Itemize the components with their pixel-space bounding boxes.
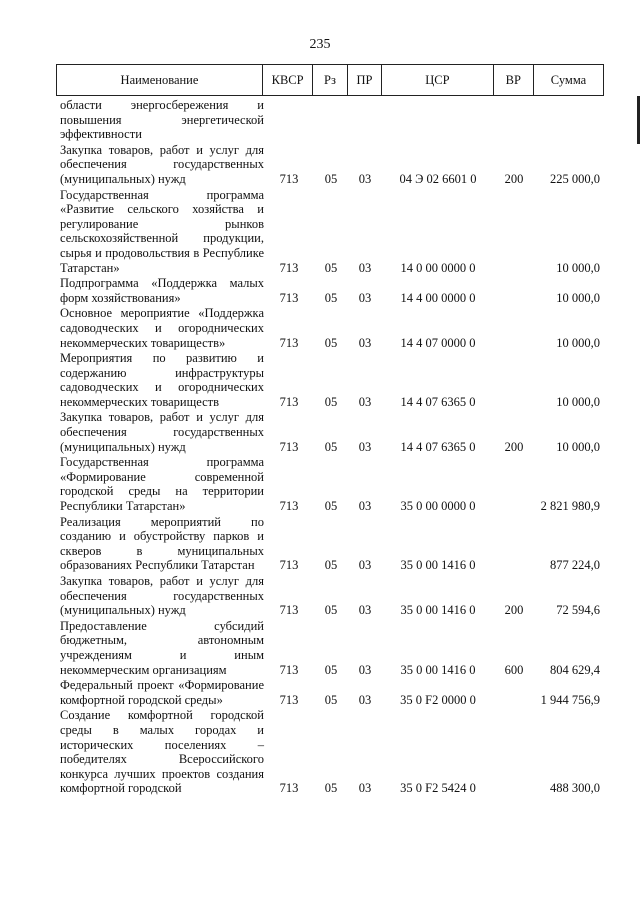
cell-vr	[494, 306, 534, 350]
cell-vr	[494, 708, 534, 796]
cell-csr: 35 0 00 1416 0	[400, 603, 476, 618]
table-row	[56, 619, 604, 677]
cell-sum: 1 944 756,9	[540, 692, 600, 707]
cell-rz: 05	[324, 335, 338, 350]
table-row	[56, 276, 604, 305]
table-row	[56, 678, 604, 707]
cell-kvsr: 713	[279, 335, 299, 350]
header-name: Наименование	[57, 65, 263, 95]
cell-pr: 03	[358, 439, 372, 454]
cell-rz: 05	[324, 290, 338, 305]
cell-pr: 03	[358, 260, 372, 275]
cell-csr: 35 0 00 1416 0	[400, 558, 476, 573]
cell-name: Закупка товаров, работ и услуг для обеспечения государственных (муниципальных) нужд	[60, 142, 264, 186]
cell-pr: 03	[358, 603, 372, 618]
cell-sum: 72 594,6	[556, 603, 600, 618]
cell-vr	[494, 678, 534, 707]
cell-vr	[494, 188, 534, 276]
cell-rz	[314, 98, 348, 142]
cell-name: Мероприятия по развитию и содержанию инфраструктуры садоводческих и огороднических некоммерческих товариществ	[60, 351, 264, 409]
cell-sum: 488 300,0	[550, 781, 600, 796]
cell-csr: 35 0 00 1416 0	[400, 662, 476, 677]
header-kvsr: КВСР	[263, 65, 313, 95]
header-pr: ПР	[348, 65, 383, 95]
page-number: 235	[309, 37, 331, 52]
cell-kvsr: 713	[279, 558, 299, 573]
cell-pr: 03	[358, 335, 372, 350]
cell-kvsr: 713	[279, 781, 299, 796]
cell-vr	[494, 98, 534, 142]
header-vr: ВР	[494, 65, 534, 95]
cell-csr: 14 4 07 6365 0	[400, 394, 476, 409]
cell-kvsr: 713	[279, 171, 299, 186]
cell-kvsr: 713	[279, 499, 299, 514]
table-row	[56, 410, 604, 454]
table-row	[56, 574, 604, 618]
cell-sum: 225 000,0	[550, 171, 600, 186]
table-row	[56, 188, 604, 276]
table-row	[56, 98, 604, 142]
cell-vr: 200	[504, 439, 524, 454]
cell-vr: 200	[504, 171, 524, 186]
table-row	[56, 708, 604, 796]
cell-vr	[494, 276, 534, 305]
cell-sum	[534, 98, 604, 142]
cell-csr: 14 4 07 0000 0	[400, 335, 476, 350]
cell-vr	[494, 515, 534, 573]
cell-csr: 35 0 00 0000 0	[400, 499, 476, 514]
cell-name: Предоставление субсидий бюджетным, автономным учреждениям и иным некоммерческим организациям	[60, 618, 264, 677]
cell-vr	[494, 351, 534, 409]
cell-sum: 877 224,0	[550, 558, 600, 573]
cell-rz: 05	[324, 692, 338, 707]
cell-rz: 05	[324, 781, 338, 796]
cell-rz: 05	[324, 260, 338, 275]
cell-sum: 10 000,0	[556, 260, 600, 275]
cell-csr: 14 0 00 0000 0	[400, 260, 476, 275]
table-row	[56, 515, 604, 573]
cell-csr: 14 4 07 6365 0	[400, 439, 476, 454]
cell-pr: 03	[358, 781, 372, 796]
cell-vr: 600	[504, 662, 524, 677]
cell-name: Государственная программа «Развитие сельского хозяйства и регулирование рынков сельскохозяйственной продукции, сырья и продовольствия в Республике Татарстан»	[60, 187, 264, 275]
cell-pr: 03	[358, 171, 372, 186]
cell-vr: 200	[504, 603, 524, 618]
cell-sum: 10 000,0	[556, 335, 600, 350]
cell-name: Создание комфортной городской среды в малых городах и исторических поселениях – победителях Всероссийского конкурса лучших проектов создания комфортной городской	[60, 708, 264, 796]
cell-sum: 10 000,0	[556, 439, 600, 454]
cell-sum: 10 000,0	[556, 290, 600, 305]
cell-sum: 804 629,4	[550, 662, 600, 677]
cell-name: Основное мероприятие «Поддержка садоводческих и огороднических некоммерческих товариществ»	[60, 306, 264, 350]
cell-kvsr: 713	[279, 692, 299, 707]
cell-sum: 10 000,0	[556, 394, 600, 409]
cell-pr: 03	[358, 394, 372, 409]
cell-rz: 05	[324, 394, 338, 409]
cell-kvsr: 713	[279, 439, 299, 454]
cell-csr: 04 Э 02 6601 0	[399, 171, 477, 186]
cell-name: Закупка товаров, работ и услуг для обеспечения государственных (муниципальных) нужд	[60, 410, 264, 454]
table-row	[56, 455, 604, 513]
cell-name: Федеральный проект «Формирование комфортной городской среды»	[60, 678, 264, 707]
table-row	[56, 143, 604, 187]
cell-pr: 03	[358, 499, 372, 514]
header-sum: Сумма	[550, 72, 587, 87]
cell-kvsr	[264, 98, 314, 142]
cell-csr	[382, 98, 494, 142]
cell-kvsr: 713	[279, 662, 299, 677]
cell-rz: 05	[324, 171, 338, 186]
header-rz: Рз	[313, 65, 348, 95]
cell-name: области энергосбережения и повышения энергетической эффективности	[60, 98, 264, 142]
table-row	[56, 351, 604, 409]
cell-csr: 35 0 F2 5424 0	[400, 781, 476, 796]
cell-kvsr: 713	[279, 394, 299, 409]
cell-vr	[494, 455, 534, 513]
cell-sum: 2 821 980,9	[540, 499, 600, 514]
cell-rz: 05	[324, 603, 338, 618]
cell-rz: 05	[324, 558, 338, 573]
header-csr: ЦСР	[382, 65, 493, 95]
cell-csr: 35 0 F2 0000 0	[400, 692, 476, 707]
cell-rz: 05	[324, 439, 338, 454]
cell-pr: 03	[358, 662, 372, 677]
table-row	[56, 306, 604, 350]
cell-csr: 14 4 00 0000 0	[400, 290, 476, 305]
cell-pr: 03	[358, 290, 372, 305]
cell-rz: 05	[324, 499, 338, 514]
cell-name: Реализация мероприятий по созданию и обустройству парков и скверов в муниципальных образованиях Республики Татарстан	[60, 514, 264, 573]
cell-rz: 05	[324, 662, 338, 677]
cell-pr: 03	[358, 558, 372, 573]
cell-pr	[348, 98, 382, 142]
cell-name: Закупка товаров, работ и услуг для обеспечения государственных (муниципальных) нужд	[60, 574, 264, 618]
cell-kvsr: 713	[279, 260, 299, 275]
cell-name: Государственная программа «Формирование современной городской среды на территории Республики Татарстан»	[60, 455, 264, 514]
table-body	[56, 98, 604, 796]
cell-kvsr: 713	[279, 290, 299, 305]
cell-kvsr: 713	[279, 603, 299, 618]
cell-pr: 03	[358, 692, 372, 707]
table-header	[56, 64, 604, 96]
cell-name: Подпрограмма «Поддержка малых форм хозяйствования»	[60, 276, 264, 305]
